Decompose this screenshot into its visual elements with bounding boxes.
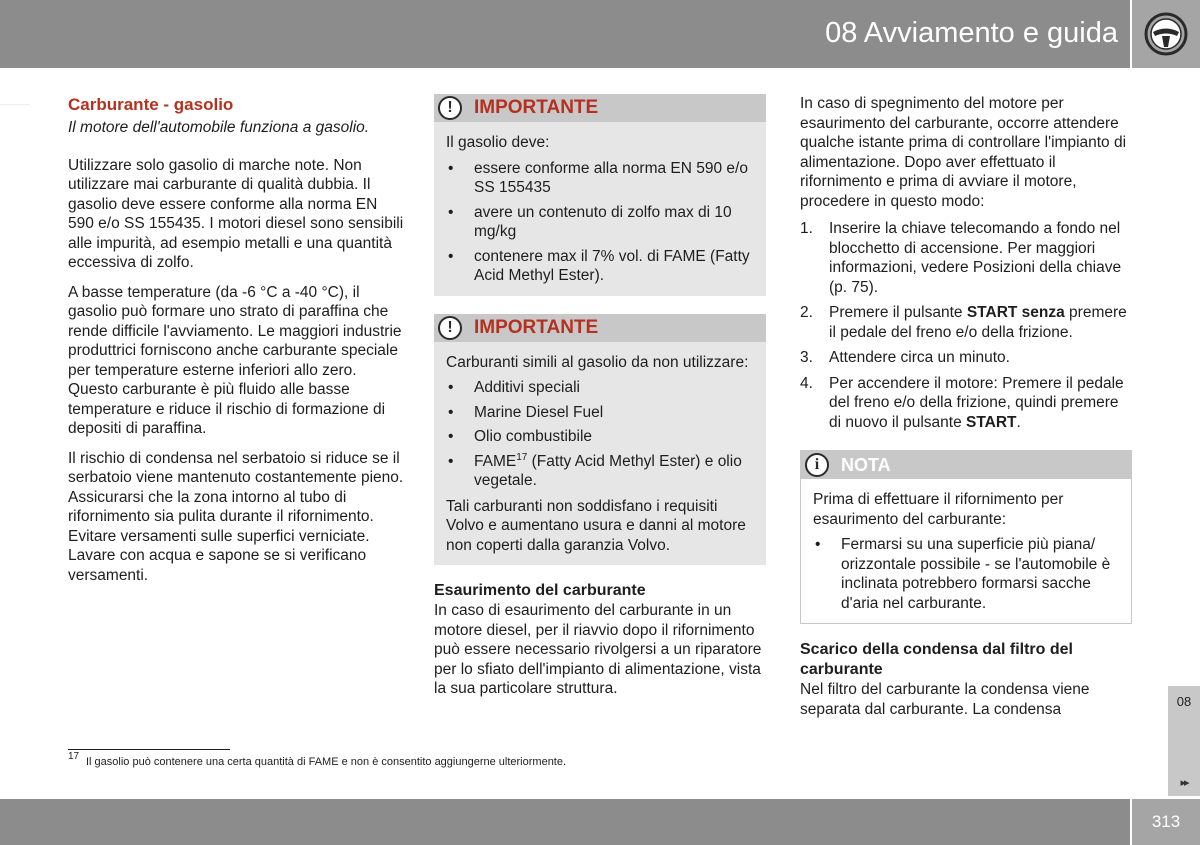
bullet-icon: • [448, 247, 454, 265]
chapter-title: 08 Avviamento e guida [825, 17, 1118, 49]
box-outro: Tali carburanti non soddisfano i requisiti Volvo e aumentano usura e danni al motore non coperti dalla garanzia Volvo. [446, 497, 746, 554]
step-bold: START [966, 413, 1017, 431]
step-number: 1. [800, 220, 813, 237]
step-text: premere il pedale del freno e/o della frizione. [829, 304, 1127, 341]
important-box-header [434, 314, 766, 342]
bullet-icon: • [448, 403, 454, 421]
chapter-side-tab [1168, 686, 1200, 796]
bullet-icon: • [448, 159, 454, 177]
warning-icon: ! [438, 316, 462, 340]
column-left [68, 94, 404, 585]
footnote-text: Il gasolio può contenere una certa quantità di FAME e non è consentito aggiungerne ulteriormente. [86, 756, 567, 768]
list-item-text: Fermarsi su una superficie più piana/ orizzontale possibile - se l'automobile è inclinata potrebbero formarsi sacche d'aria nel carburante. [841, 536, 1111, 612]
step-text: Per accendere il motore: Premere il pedale del freno e/o della frizione, quindi premere di nuovo il pulsante [829, 374, 1124, 431]
list-item [446, 427, 754, 447]
paragraph: In caso di spegnimento del motore per esaurimento del carburante, occorre attendere qualche istante prima di controllare l'impianto di alimentazione. Dopo aver effettuato il rifornimento e prima di avviare il motore, procedere in questo modo: [800, 95, 1127, 210]
footnote-rule [68, 749, 230, 750]
box-intro: Prima di effettuare il rifornimento per esaurimento del carburante: [813, 491, 1064, 528]
bullet-icon: • [448, 379, 454, 396]
footnote: $^{17}$ Il gasolio può contenere una certa quantità di FAME e non è consentito aggiungerne ulteriormente. [68, 751, 567, 768]
list-item [446, 378, 754, 398]
list-item-text: (Fatty Acid Methyl Ester) e olio vegetale. [474, 452, 742, 489]
page-footer [0, 799, 1200, 845]
step-bold: START senza [966, 304, 1065, 321]
continue-arrow-icon: ▸▸ [1180, 777, 1188, 789]
list-item [446, 203, 754, 242]
bullet-icon: • [815, 536, 821, 553]
step-number: 2. [800, 304, 813, 321]
margin-rule [0, 104, 30, 105]
paragraph: Il rischio di condensa nel serbatoio si riduce se il serbatoio viene mantenuto costantemente pieno. Assicurarsi che la zona intorno al tubo di rifornimento sia pulita durante il rifornimento. Evitare versamenti sulle superfici verniciate. Lavare con acqua e sapone se si verificano versamenti. [68, 449, 404, 584]
column-middle [434, 94, 766, 699]
step-text: . [1016, 413, 1021, 431]
paragraph: In caso di esaurimento del carburante in un motore diesel, per il riavvio dopo il rifornimento può essere necessario rivolgersi a un riparatore per lo sfiato dell'impianto di alimentazione, vista la sua particolare struttura. [434, 602, 762, 697]
list-item-text: Marine Diesel Fuel [474, 403, 604, 421]
bullet-list [446, 159, 754, 286]
step-text: Inserire la chiave telecomando a fondo nel blocchetto di accensione. Per maggiori informazioni, vedere Posizioni della chiave (p. 75). [829, 220, 1122, 296]
column-right [800, 94, 1132, 719]
step-number: 4. [800, 374, 813, 392]
list-item-text: essere conforme alla norma EN 590 e/o SS 155435 [474, 159, 748, 196]
bullet-list [446, 378, 754, 491]
important-box-body [434, 122, 766, 286]
list-item [446, 159, 754, 198]
note-box-header [801, 451, 1131, 479]
note-box-body [801, 479, 1131, 613]
bullet-icon: • [448, 452, 454, 470]
footnote-ref: 17 [516, 451, 528, 463]
paragraph: Nel filtro del carburante la condensa viene separata dal carburante. La condensa [800, 681, 1090, 718]
chapter-icon-box [1130, 0, 1200, 68]
list-item [446, 403, 754, 423]
bullet-icon: • [448, 203, 454, 221]
warning-icon: ! [438, 96, 462, 120]
page-header [0, 0, 1200, 68]
steering-wheel-icon [1144, 12, 1188, 56]
section-heading: Scarico della condensa dal filtro del carburante [800, 641, 1073, 678]
info-icon: i [805, 453, 829, 477]
step-number: 3. [800, 349, 813, 366]
chapter-number: 08 [1176, 694, 1192, 709]
list-item [800, 348, 1132, 368]
list-item [800, 303, 1132, 342]
important-box-body [434, 342, 766, 556]
list-item [446, 452, 754, 491]
list-item-text: Additivi speciali [474, 379, 580, 396]
step-list [800, 219, 1132, 432]
bullet-icon: • [448, 428, 454, 445]
step-text: Attendere circa un minuto. [829, 349, 1010, 366]
list-item-text: avere un contenuto di zolfo max di 10 mg/kg [474, 203, 732, 240]
section-title: Carburante - gasolio [68, 95, 234, 114]
list-item-text: FAME [474, 452, 517, 470]
important-box-header [434, 94, 766, 122]
note-box [800, 450, 1132, 624]
list-item-text: contenere max il 7% vol. di FAME (Fatty Acid Methyl Ester). [474, 247, 750, 284]
paragraph: A basse temperature (da -6 °C a -40 °C), il gasolio può formare uno strato di paraffina che rende difficile l'avviamento. Le maggiori industrie produttrici forniscono anche carburante speciale per temperature esterne inferiori allo zero. Questo carburante è più fluido alle basse temperature e riduce il rischio di formazione di depositi di paraffina. [68, 283, 402, 437]
list-item [813, 535, 1119, 613]
box-intro: Carburanti simili al gasolio da non utilizzare: [446, 353, 749, 371]
important-box [434, 314, 766, 566]
paragraph: Utilizzare solo gasolio di marche note. Non utilizzare mai carburante di qualità dubbia. Il gasolio deve essere conforme alla norma EN 590 e/o SS 155435. I motori diesel sono sensibili alle impurità, ad esempio metalli e una quantità eccessiva di zolfo. [68, 156, 404, 271]
section-heading: Esaurimento del carburante [434, 582, 646, 599]
box-intro: Il gasolio deve: [446, 134, 550, 151]
page-number: 313 [1130, 799, 1200, 845]
important-title: IMPORTANTE [474, 97, 599, 118]
section-subtitle: Il motore dell'automobile funziona a gasolio. [68, 119, 370, 136]
list-item-text: Olio combustibile [474, 428, 593, 445]
list-item [446, 247, 754, 286]
list-item [800, 219, 1132, 297]
note-title: NOTA [841, 455, 891, 475]
step-text: Premere il pulsante [829, 304, 967, 321]
list-item [800, 374, 1132, 433]
bullet-list [813, 535, 1119, 613]
important-title: IMPORTANTE [474, 316, 599, 338]
important-box [434, 94, 766, 296]
